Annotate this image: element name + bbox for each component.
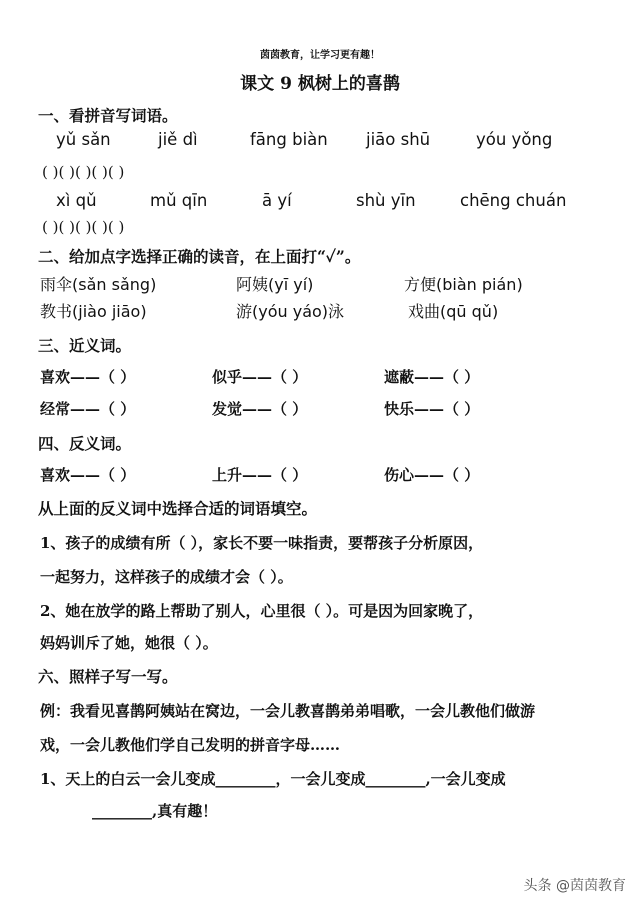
item-word: 戏曲 bbox=[408, 302, 441, 321]
pronunciation-item bbox=[408, 299, 498, 322]
item-word-suffix: 泳 bbox=[328, 302, 345, 321]
section1-heading: 一、看拼音写词语。 bbox=[38, 106, 178, 125]
synonym-item[interactable]: 似乎——（ ） bbox=[212, 368, 308, 386]
pinyin-item: ā yí bbox=[262, 191, 292, 210]
item-word: 游 bbox=[236, 302, 253, 321]
example-sentence: 例：我看见喜鹊阿姨站在窝边，一会儿教喜鹊弟弟唱歌，一会儿教他们做游 bbox=[40, 702, 536, 720]
example-sentence: 戏，一会儿教他们学自己发明的拼音字母…… bbox=[40, 736, 341, 754]
fill-in-question[interactable]: 1、孩子的成绩有所（ ），家长不要一味指责，要帮孩子分析原因， bbox=[40, 534, 484, 552]
pinyin-item: shù yīn bbox=[356, 191, 416, 210]
pronunciation-item bbox=[40, 272, 156, 295]
item-word: 雨伞 bbox=[40, 275, 73, 294]
pinyin-item: jiě dì bbox=[158, 130, 198, 149]
item-word: 方便 bbox=[404, 275, 437, 294]
answer-blank-row[interactable]: ( )( )( )( )( ) bbox=[42, 163, 125, 181]
pinyin-item: chēng chuán bbox=[460, 191, 567, 210]
synonym-item[interactable]: 快乐——（ ） bbox=[384, 400, 480, 418]
page-title: 课文 9 枫树上的喜鹊 bbox=[240, 74, 400, 94]
pronunciation-options[interactable]: (yī yí) bbox=[268, 275, 314, 294]
pronunciation-item bbox=[404, 272, 523, 295]
pronunciation-item bbox=[236, 272, 313, 295]
item-word: 阿姨 bbox=[236, 275, 269, 294]
pronunciation-item bbox=[40, 299, 147, 322]
synonym-item[interactable]: 发觉——（ ） bbox=[212, 400, 308, 418]
antonym-item[interactable]: 伤心——（ ） bbox=[384, 466, 480, 484]
pinyin-item: jiāo shū bbox=[366, 130, 431, 149]
antonym-item[interactable]: 喜欢——（ ） bbox=[40, 466, 136, 484]
fill-in-question[interactable]: 妈妈训斥了她，她很（ ）。 bbox=[40, 634, 218, 652]
pronunciation-options[interactable]: (yóu yáo) bbox=[252, 302, 329, 321]
imitation-question[interactable]: ________,真有趣！ bbox=[92, 802, 218, 820]
answer-blank-row[interactable]: ( )( )( )( )( ) bbox=[42, 218, 125, 236]
item-word: 教书 bbox=[40, 302, 73, 321]
pinyin-item: fāng biàn bbox=[250, 130, 328, 149]
pronunciation-item bbox=[236, 299, 344, 322]
fill-in-question[interactable]: 一起努力，这样孩子的成绩才会（ ）。 bbox=[40, 568, 293, 586]
imitation-question[interactable]: 1、天上的白云一会儿变成________，一会儿变成________,一会儿变成 bbox=[40, 770, 506, 788]
header-note: 茵茵教育，让学习更有趣！ bbox=[260, 50, 380, 61]
pronunciation-options[interactable]: (jiào jiāo) bbox=[72, 302, 147, 321]
section6-heading: 六、照样子写一写。 bbox=[38, 667, 178, 686]
pinyin-item: mǔ qīn bbox=[150, 191, 208, 210]
synonym-item[interactable]: 经常——（ ） bbox=[40, 400, 136, 418]
section4-heading: 四、反义词。 bbox=[38, 434, 132, 453]
fill-in-question[interactable]: 2、她在放学的路上帮助了别人，心里很（ ）。可是因为回家晚了， bbox=[40, 602, 484, 620]
section3-heading: 三、近义词。 bbox=[38, 336, 132, 355]
pinyin-item: yóu yǒng bbox=[476, 130, 553, 149]
pronunciation-options[interactable]: (biàn pián) bbox=[436, 275, 523, 294]
synonym-item[interactable]: 喜欢——（ ） bbox=[40, 368, 136, 386]
fill-in-instruction: 从上面的反义词中选择合适的词语填空。 bbox=[38, 499, 318, 518]
pronunciation-options[interactable]: (qū qǔ) bbox=[440, 302, 499, 321]
pinyin-item: xì qǔ bbox=[56, 191, 97, 210]
pinyin-item: yǔ sǎn bbox=[56, 130, 111, 149]
antonym-item[interactable]: 上升——（ ） bbox=[212, 466, 308, 484]
section2-heading: 二、给加点字选择正确的读音，在上面打“✓”。 bbox=[38, 247, 361, 266]
watermark: 头条 @茵茵教育 bbox=[523, 878, 626, 894]
synonym-item[interactable]: 遮蔽——（ ） bbox=[384, 368, 480, 386]
pronunciation-options[interactable]: (sǎn sǎng) bbox=[72, 275, 157, 294]
